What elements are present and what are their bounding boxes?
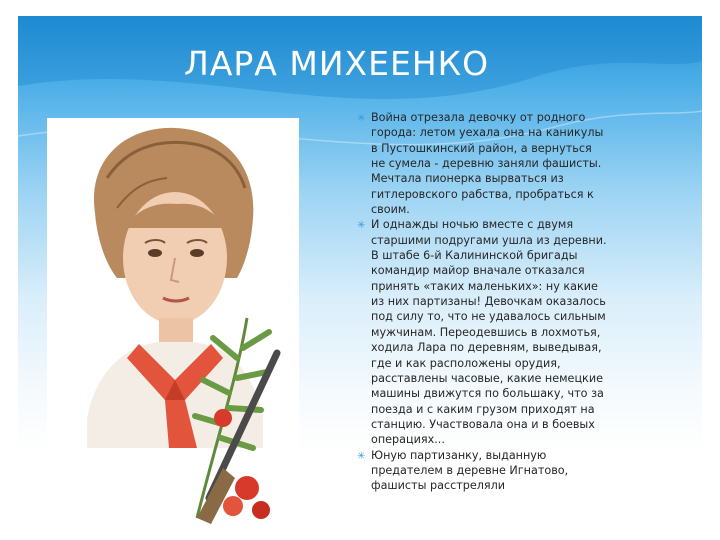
- bullet-line: гитлеровского рабства, пробраться к: [371, 187, 594, 201]
- bullet-line: машины движутся по большаку, что за: [371, 387, 604, 401]
- bullet-list: [357, 110, 657, 494]
- bullet-line: И однажды ночью вместе с двумя: [371, 218, 574, 232]
- bullet-line: принять «таких маленьких»: ну какие: [371, 279, 598, 293]
- bullet-line: не сумела - деревню заняли фашисты.: [371, 157, 602, 171]
- bullet-line: Война отрезала девочку от родного: [371, 111, 586, 124]
- bullet-line: командир майор вначале отказался: [371, 264, 585, 278]
- bullet-line: Юную партизанку, выданную: [371, 448, 547, 462]
- bullet-line: из них партизаны! Девочкам оказалось: [371, 295, 606, 309]
- bullet-line: В штабе 6-й Калининской бригады: [371, 249, 578, 263]
- bullet-line: расставлены часовые, какие немецкие: [371, 371, 603, 385]
- bullet-line: поезда и с каким грузом приходят на: [371, 402, 595, 416]
- bullet-line: мужчинам. Переодевшись в лохмотья,: [371, 325, 601, 339]
- bullet-line: станцию. Участвовала она и в боевых: [371, 417, 595, 431]
- portrait-illustration: [47, 118, 299, 526]
- bullet-line: под силу то, что не удавалось сильным: [371, 310, 606, 324]
- bullet-line: фашисты расстреляли: [371, 479, 506, 493]
- bullet-line: своим.: [371, 203, 410, 217]
- bullet-line: старшими подругами ушла из деревни.: [371, 233, 607, 247]
- bullet-item-2: [357, 217, 657, 447]
- bullet-line: в Пустошкинский район, а вернуться: [371, 141, 592, 155]
- bullet-line: города: летом уехала она на каникулы: [371, 126, 604, 140]
- bullet-star-icon: ✳: [357, 450, 366, 462]
- bullet-line: ходила Лара по деревням, выведывая,: [371, 341, 602, 355]
- bullet-item-3: [357, 448, 657, 494]
- bullet-star-icon: ✳: [357, 113, 366, 124]
- bullet-star-icon: ✳: [357, 220, 366, 232]
- bullet-content: [357, 110, 657, 510]
- bullet-line: предателем в деревне Игнатово,: [371, 463, 569, 477]
- bullet-line: где и как расположены орудия,: [371, 356, 561, 370]
- bullet-item-1: [357, 110, 657, 217]
- bullet-line: операциях...: [371, 433, 445, 447]
- bullet-line: Мечтала пионерка вырваться из: [371, 172, 564, 186]
- slide-title: ЛАРА МИХЕЕНКО: [184, 44, 490, 83]
